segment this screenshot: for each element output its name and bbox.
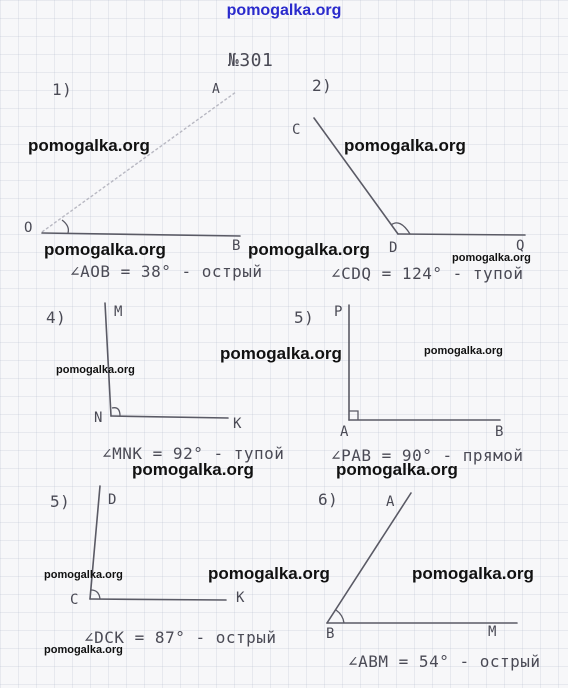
figure-6-point-m: M <box>488 624 497 640</box>
ray-ck <box>90 599 226 600</box>
site-watermark: pomogalka.org <box>226 2 342 19</box>
right-angle-mark-a <box>349 411 358 420</box>
figure-1-point-a: A <box>212 82 221 97</box>
watermark: pomogalka.org <box>424 345 503 357</box>
figure-1-point-o: O <box>24 220 33 236</box>
figure-4-point-m: M <box>114 304 123 320</box>
watermark: pomogalka.org <box>412 564 534 583</box>
figure-6-measure: ∠ABM = 54° - острый <box>348 652 541 671</box>
figure-1-measure: ∠AOB = 38° - острый <box>70 262 263 281</box>
figure-2-number: 2) <box>312 76 333 95</box>
watermark: pomogalka.org <box>44 569 123 581</box>
figure-5a-measure: ∠PAB = 90° - прямой <box>331 446 524 465</box>
angle-arc-o <box>62 220 68 233</box>
figure-4-measure: ∠MNK = 92° - тупой <box>102 444 285 463</box>
figure-6-rays <box>327 493 517 623</box>
figure-5a-point-p: P <box>334 304 343 320</box>
watermark: pomogalka.org <box>44 240 166 259</box>
ray-cd <box>90 486 100 599</box>
figure-6-point-b: B <box>326 626 335 642</box>
watermark: pomogalka.org <box>28 136 150 155</box>
watermark: pomogalka.org <box>248 240 370 259</box>
figure-2-point-c: C <box>292 122 301 138</box>
angle-arc-c <box>91 590 100 599</box>
watermark: pomogalka.org <box>132 460 254 479</box>
figure-5b-point-k: K <box>236 590 245 606</box>
figure-5b-point-d: D <box>108 492 117 508</box>
figure-1-rays <box>42 92 240 236</box>
watermark: pomogalka.org <box>344 136 466 155</box>
problem-number: №301 <box>228 50 274 71</box>
watermark: pomogalka.org <box>56 364 135 376</box>
ray-nk <box>111 416 228 418</box>
watermark: pomogalka.org <box>208 564 330 583</box>
figure-1-number: 1) <box>52 80 73 99</box>
figure-5b-point-c: C <box>70 592 79 608</box>
figure-4-number: 4) <box>46 308 67 327</box>
watermark: pomogalka.org <box>220 344 342 363</box>
figure-5a-point-a: A <box>340 424 349 440</box>
watermark: pomogalka.org <box>44 644 123 656</box>
angle-arc-b <box>336 610 344 623</box>
figure-1-point-b: B <box>232 238 241 254</box>
figure-6-number: 6) <box>318 490 339 509</box>
figure-2-point-q: Q <box>516 238 525 254</box>
figure-5a-number: 5) <box>294 308 315 327</box>
figure-4-point-n: N <box>94 410 103 426</box>
figure-6-point-a: A <box>386 494 395 510</box>
angle-arc-n <box>112 408 120 416</box>
figure-2-measure: ∠CDQ = 124° - тупой <box>331 264 524 283</box>
watermark: pomogalka.org <box>452 252 531 264</box>
figure-4-point-k: K <box>233 416 242 432</box>
figure-5b-number: 5) <box>50 492 71 511</box>
figure-5a-point-b: B <box>495 424 504 440</box>
figure-2-point-d: D <box>389 240 398 256</box>
ray-ob <box>42 233 240 236</box>
watermark: pomogalka.org <box>336 460 458 479</box>
figure-4-rays <box>105 303 228 418</box>
figure-5a-rays <box>349 305 500 420</box>
ray-nm <box>105 303 111 416</box>
ray-ba <box>327 493 411 623</box>
ray-dq <box>398 234 525 235</box>
ray-oa <box>42 92 236 232</box>
figure-5b-measure: ∠DCK = 87° - острый <box>84 628 277 647</box>
